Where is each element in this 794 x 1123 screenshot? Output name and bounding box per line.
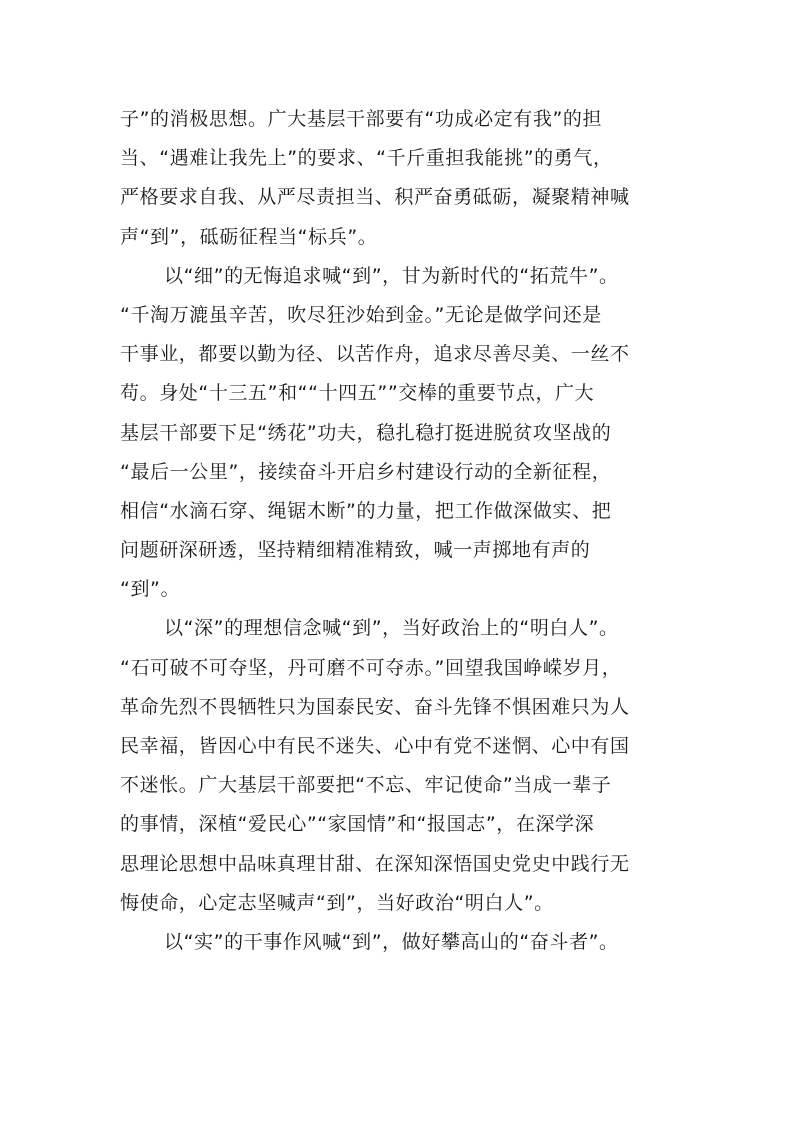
text-line: 悔使命，心定志坚喊声“到”，当好政治“明白人”。 — [120, 891, 554, 914]
text-line: “石可破不可夺坚，丹可磨不可夺赤。”回望我国峥嵘岁月， — [120, 656, 622, 679]
paragraph-start-line: 以“深”的理想信念喊“到”，当好政治上的“明白人”。 — [164, 617, 619, 640]
text-line: 声“到”，砥砺征程当“标兵”。 — [120, 225, 378, 248]
text-line: 严格要求自我、从严尽责担当、积严奋勇砥砺，凝聚精神喊 — [120, 186, 630, 209]
paragraph-start-line: 以“细”的无悔追求喊“到”，甘为新时代的“拓荒牛”。 — [164, 264, 619, 287]
text-line: 苟。身处“十三五”和““十四五””交棒的重要节点，广大 — [120, 382, 595, 405]
text-line: “到”。 — [120, 578, 181, 601]
text-line: 基层干部要下足“绣花”功夫，稳扎稳打挺进脱贫攻坚战的 — [120, 421, 612, 444]
text-line: 子”的消极思想。广大基层干部要有“功成必定有我”的担 — [120, 108, 603, 130]
text-line: 革命先烈不畏牺牲只为国泰民安、奋斗先锋不惧困难只为人 — [120, 695, 630, 718]
paragraph-start-line: 以“实”的干事作风喊“到”，做好攀高山的“奋斗者”。 — [164, 930, 619, 953]
document-body — [120, 100, 700, 962]
text-line: “千淘万漉虽辛苦，吹尽狂沙始到金。”无论是做学问还是 — [120, 303, 602, 326]
text-line: 当、“遇难让我先上”的要求、“千斤重担我能挑”的勇气， — [120, 147, 613, 170]
text-line: 问题研深研透，坚持精细精准精致，喊一声掷地有声的 — [120, 539, 591, 562]
text-line: 相信“水滴石穿、绳锯木断”的力量，把工作做深做实、把 — [120, 499, 612, 522]
text-line: “最后一公里”，接续奋斗开启乡村建设行动的全新征程， — [120, 460, 612, 483]
text-line: 思理论思想中品味真理甘甜、在深知深悟国史党史中践行无 — [120, 852, 630, 875]
text-line: 干事业，都要以勤为径、以苦作舟，追求尽善尽美、一丝不 — [120, 343, 630, 366]
text-line: 的事情，深植“爱民心”“家国情”和“报国志”，在深学深 — [120, 813, 595, 836]
text-line: 民幸福，皆因心中有民不迷失、心中有党不迷惘、心中有国 — [120, 735, 630, 757]
text-line: 不迷怅。广大基层干部要把“不忘、牢记使命”当成一辈子 — [120, 774, 612, 797]
